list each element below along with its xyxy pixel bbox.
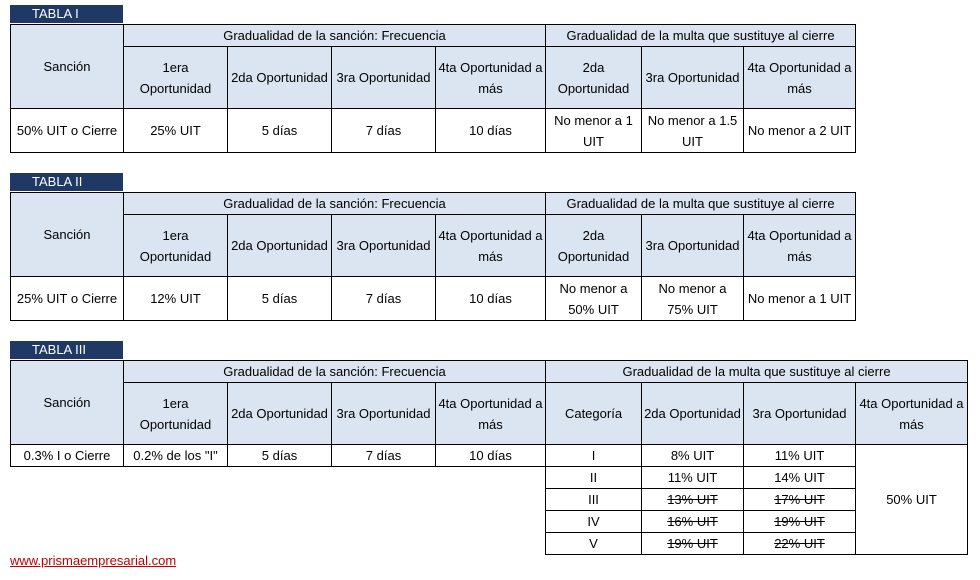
frecuencia-header: Gradualidad de la sanción: Frecuencia: [124, 25, 546, 47]
multa-op2-value: 11% UIT: [642, 467, 744, 489]
op2-value: 5 días: [228, 445, 332, 467]
multa-op3-value: 22% UIT: [744, 533, 856, 555]
website-link[interactable]: www.prismaempresarial.com: [10, 553, 177, 568]
multa-op4-header: 4ta Oportunidad a más: [744, 47, 856, 109]
multa-op4-value: 50% UIT: [856, 445, 968, 555]
sancion-header: Sanción: [11, 25, 124, 109]
multa-op4-value: No menor a 2 UIT: [744, 109, 856, 153]
multa-op2-header: 2da Oportunidad: [546, 47, 642, 109]
categoria-value: I: [546, 445, 642, 467]
op4-value: 10 días: [436, 445, 546, 467]
frecuencia-header: Gradualidad de la sanción: Frecuencia: [124, 361, 546, 383]
tabla-2-tag: TABLA II: [10, 173, 123, 191]
sancion-value: 25% UIT o Cierre: [11, 277, 124, 321]
multa-op2-value: 16% UIT: [642, 511, 744, 533]
multa-op3-value: 17% UIT: [744, 489, 856, 511]
frecuencia-header: Gradualidad de la sanción: Frecuencia: [124, 193, 546, 215]
tabla-3: [10, 360, 968, 555]
multa-op2-header: 2da Oportunidad: [546, 215, 642, 277]
multa-op2-value: No menor a 50% UIT: [546, 277, 642, 321]
tabla-3-tag: TABLA III: [10, 341, 123, 359]
multa-op4-value: No menor a 1 UIT: [744, 277, 856, 321]
multa-op3-header: 3ra Oportunidad: [642, 215, 744, 277]
op1-header: 1era Oportunidad: [124, 383, 228, 445]
op3-header: 3ra Oportunidad: [332, 383, 436, 445]
op3-value: 7 días: [332, 109, 436, 153]
multa-op3-value: 14% UIT: [744, 467, 856, 489]
op1-value: 12% UIT: [124, 277, 228, 321]
multa-op3-header: 3ra Oportunidad: [642, 47, 744, 109]
op3-value: 7 días: [332, 277, 436, 321]
tabla-2: [10, 192, 856, 321]
op1-value: 25% UIT: [124, 109, 228, 153]
op2-header: 2da Oportunidad: [228, 215, 332, 277]
op3-value: 7 días: [332, 445, 436, 467]
op1-value: 0.2% de los "I": [124, 445, 228, 467]
multa-op3-value: 11% UIT: [744, 445, 856, 467]
op3-header: 3ra Oportunidad: [332, 47, 436, 109]
sancion-header: Sanción: [11, 193, 124, 277]
multa-op3-value: 19% UIT: [744, 511, 856, 533]
op2-value: 5 días: [228, 277, 332, 321]
categoria-value: IV: [546, 511, 642, 533]
categoria-value: V: [546, 533, 642, 555]
op1-header: 1era Oportunidad: [124, 47, 228, 109]
multa-header: Gradualidad de la multa que sustituye al cierre: [546, 193, 856, 215]
multa-op2-value: 19% UIT: [642, 533, 744, 555]
multa-op4-header: 4ta Oportunidad a más: [856, 383, 968, 445]
multa-op2-value: 13% UIT: [642, 489, 744, 511]
tabla-1-tag: TABLA I: [10, 5, 123, 23]
op4-value: 10 días: [436, 109, 546, 153]
multa-header: Gradualidad de la multa que sustituye al cierre: [546, 25, 856, 47]
op2-header: 2da Oportunidad: [228, 383, 332, 445]
op4-header: 4ta Oportunidad a más: [436, 47, 546, 109]
multa-op2-value: 8% UIT: [642, 445, 744, 467]
tabla-1: [10, 24, 856, 153]
op4-value: 10 días: [436, 277, 546, 321]
op1-header: 1era Oportunidad: [124, 215, 228, 277]
op4-header: 4ta Oportunidad a más: [436, 215, 546, 277]
multa-op2-value: No menor a 1 UIT: [546, 109, 642, 153]
op3-header: 3ra Oportunidad: [332, 215, 436, 277]
op2-value: 5 días: [228, 109, 332, 153]
multa-op2-header: 2da Oportunidad: [642, 383, 744, 445]
sancion-value: 0.3% I o Cierre: [11, 445, 124, 467]
multa-op3-value: No menor a 1.5 UIT: [642, 109, 744, 153]
multa-header: Gradualidad de la multa que sustituye al cierre: [546, 361, 968, 383]
categoria-value: II: [546, 467, 642, 489]
sancion-value: 50% UIT o Cierre: [11, 109, 124, 153]
categoria-value: III: [546, 489, 642, 511]
sancion-header: Sanción: [11, 361, 124, 445]
multa-op3-value: No menor a 75% UIT: [642, 277, 744, 321]
categoria-header: Categoría: [546, 383, 642, 445]
op2-header: 2da Oportunidad: [228, 47, 332, 109]
multa-op4-header: 4ta Oportunidad a más: [744, 215, 856, 277]
op4-header: 4ta Oportunidad a más: [436, 383, 546, 445]
multa-op3-header: 3ra Oportunidad: [744, 383, 856, 445]
